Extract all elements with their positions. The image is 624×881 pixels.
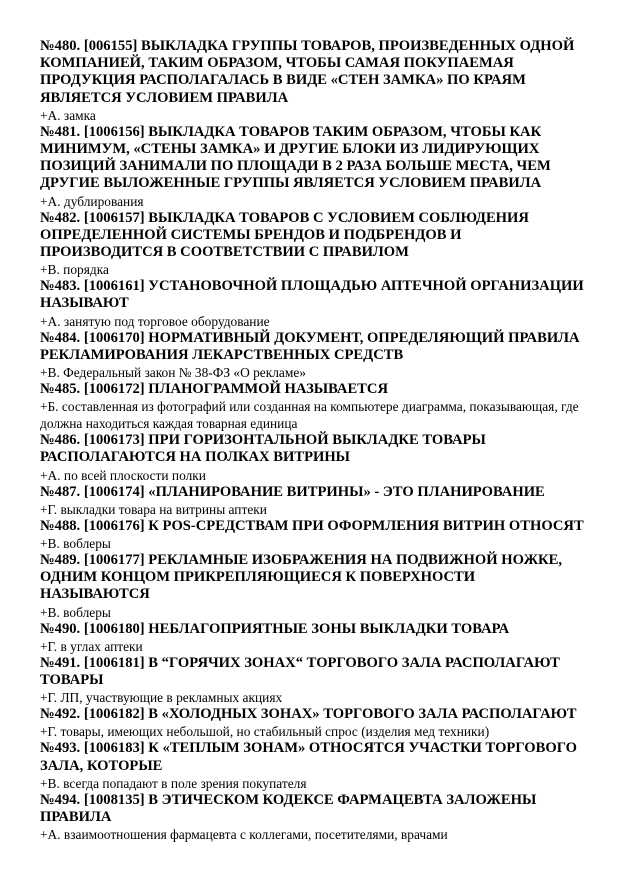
answer-483: +А. занятую под торговое оборудование: [40, 313, 270, 329]
question-491: №491. [1006181] В “ГОРЯЧИХ ЗОНАХ“ ТОРГОВОГО ЗАЛА РАСПОЛАГАЮТ ТОВАРЫ: [40, 654, 560, 689]
answer-482: +В. порядка: [40, 262, 109, 278]
question-490: №490. [1006180] НЕБЛАГОПРИЯТНЫЕ ЗОНЫ ВЫКЛАДКИ ТОВАРА: [40, 620, 510, 637]
answer-493: +В. всегда попадают в поле зрения покупателя: [40, 775, 307, 791]
question-484: №484. [1006170] НОРМАТИВНЫЙ ДОКУМЕНТ, ОПРЕДЕЛЯЮЩИЙ ПРАВИЛА РЕКЛАМИРОВАНИЯ ЛЕКАРСТВЕННЫХ СРЕДСТВ: [40, 329, 580, 363]
question-480: №480. [006155] ВЫКЛАДКА ГРУППЫ ТОВАРОВ, ПРОИЗВЕДЕННЫХ ОДНОЙ КОМПАНИЕЙ, ТАКИМ ОБРАЗОМ, ЧТОБЫ САМАЯ ПОКУПАЕМАЯ ПРОДУКЦИЯ РАСПОЛАГАЛАСЬ В ВИДЕ «СТЕН ЗАМКА» ПО КРАЯМ ЯВЛЯЕТСЯ УСЛОВИЕМ ПРАВИЛА: [40, 38, 575, 106]
answer-488: +В. воблеры: [40, 536, 111, 552]
answer-492: +Г. товары, имеющих небольшой, но стабильный спрос (изделия мед техники): [40, 724, 490, 740]
answer-487: +Г. выкладки товара на витрины аптеки: [40, 501, 267, 517]
answer-485: +Б. составленная из фотографий или созданная на компьютере диаграмма, показывающая, где должна находиться каждая товарная единица: [40, 399, 579, 432]
answer-486: +А. по всей плоскости полки: [40, 467, 206, 483]
answer-489: +В. воблеры: [40, 604, 111, 620]
question-485: №485. [1006172] ПЛАНОГРАММОЙ НАЗЫВАЕТСЯ: [40, 381, 388, 398]
answer-491: +Г. ЛП, участвующие в рекламных акциях: [40, 690, 283, 706]
answer-480: +А. замка: [40, 107, 96, 123]
answer-484: +В. Федеральный закон № 38-ФЗ «О рекламе»: [40, 365, 306, 381]
answer-494: +А. взаимоотношения фармацевта с коллегами, посетителями, врачами: [40, 827, 448, 843]
question-list: [40, 38, 588, 843]
question-487: №487. [1006174] «ПЛАНИРОВАНИЕ ВИТРИНЫ» - ЭТО ПЛАНИРОВАНИЕ: [40, 483, 545, 500]
question-483: №483. [1006161] УСТАНОВОЧНОЙ ПЛОЩАДЬЮ АПТЕЧНОЙ ОРГАНИЗАЦИИ НАЗЫВАЮТ: [40, 278, 584, 312]
question-493: №493. [1006183] К «ТЕПЛЫМ ЗОНАМ» ОТНОСЯТСЯ УЧАСТКИ ТОРГОВОГО ЗАЛА, КОТОРЫЕ: [40, 740, 577, 774]
question-492: №492. [1006182] В «ХОЛОДНЫХ ЗОНАХ» ТОРГОВОГО ЗАЛА РАСПОЛАГАЮТ: [40, 706, 577, 723]
answer-481: +А. дублирования: [40, 193, 144, 209]
question-486: №486. [1006173] ПРИ ГОРИЗОНТАЛЬНОЙ ВЫКЛАДКЕ ТОВАРЫ РАСПОЛАГАЮТСЯ НА ПОЛКАХ ВИТРИНЫ: [40, 432, 486, 466]
question-481: №481. [1006156] ВЫКЛАДКА ТОВАРОВ ТАКИМ ОБРАЗОМ, ЧТОБЫ КАК МИНИМУМ, «СТЕНЫ ЗАМКА» И ДРУГИЕ БЛОКИ ИЗ ЛИДИРУЮЩИХ ПОЗИЦИЙ ЗАНИМАЛИ ПО ПЛОЩАДИ В 2 РАЗА БОЛЬШЕ МЕСТА, ЧЕМ ДРУГИЕ ВЫЛОЖЕННЫЕ ГРУППЫ ЯВЛЯЕТСЯ УСЛОВИЕМ ПРАВИЛА: [40, 123, 551, 192]
answer-490: +Г. в углах аптеки: [40, 638, 143, 654]
question-494: №494. [1008135] В ЭТИЧЕСКОМ КОДЕКСЕ ФАРМАЦЕВТА ЗАЛОЖЕНЫ ПРАВИЛА: [40, 791, 537, 826]
question-489: №489. [1006177] РЕКЛАМНЫЕ ИЗОБРАЖЕНИЯ НА ПОДВИЖНОЙ НОЖКЕ, ОДНИМ КОНЦОМ ПРИКРЕПЛЯЮЩИЕСЯ К ПОВЕРХНОСТИ НАЗЫВАЮТСЯ: [40, 552, 562, 603]
question-482: №482. [1006157] ВЫКЛАДКА ТОВАРОВ С УСЛОВИЕМ СОБЛЮДЕНИЯ ОПРЕДЕЛЕННОЙ СИСТЕМЫ БРЕНДОВ И ПОДБРЕНДОВ И ПРОИЗВОДИТСЯ В СООТВЕТСТВИИ С ПРАВИЛОМ: [40, 209, 529, 261]
question-488: №488. [1006176] К POS-СРЕДСТВАМ ПРИ ОФОРМЛЕНИЯ ВИТРИН ОТНОСЯТ: [40, 517, 584, 534]
